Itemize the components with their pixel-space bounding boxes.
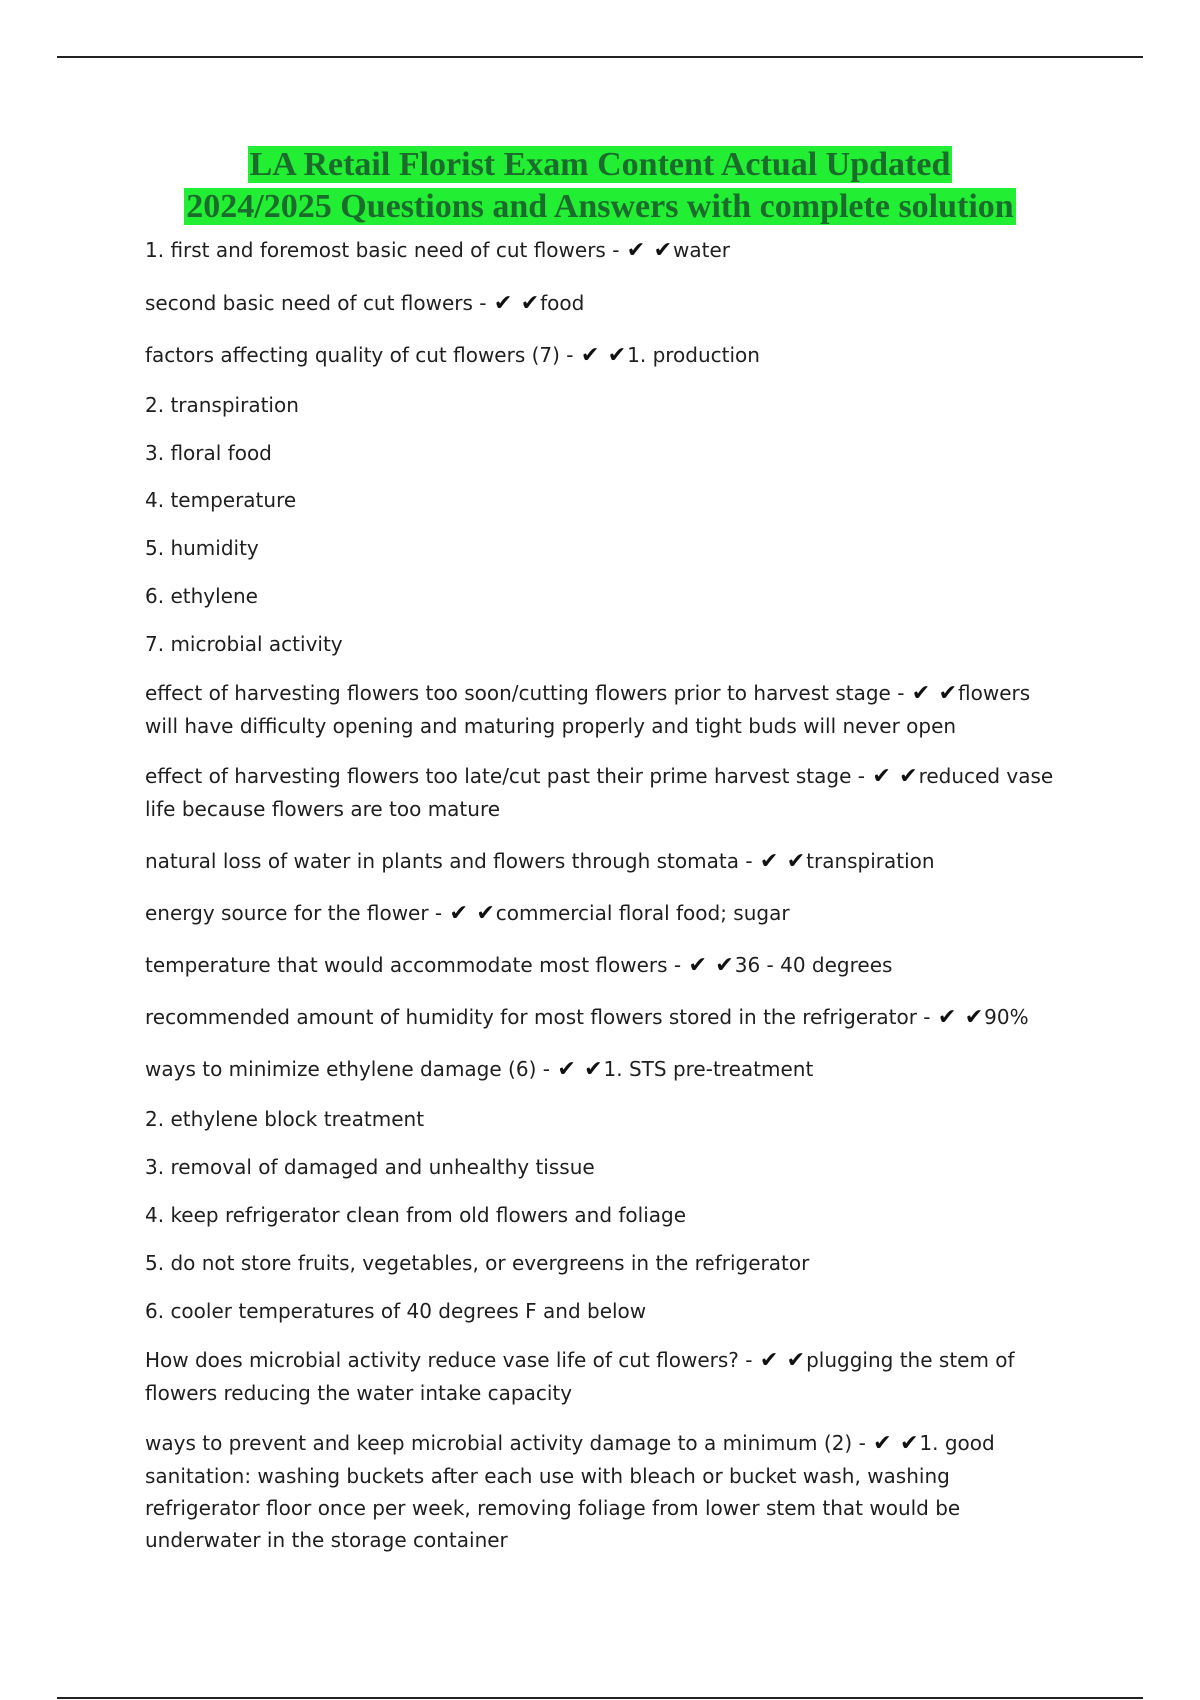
check-icon: ✔ [584, 1057, 603, 1082]
answer-text: 90% [984, 1005, 1029, 1029]
check-icon: ✔ [938, 681, 958, 706]
list-item: 7. microbial activity [145, 632, 343, 656]
check-icon: ✔ [607, 343, 627, 368]
separator: - [851, 764, 872, 788]
check-icon: ✔ [872, 764, 891, 789]
qa-item [145, 234, 1065, 267]
separator: - [890, 681, 911, 705]
check-icon: ✔ [715, 953, 734, 978]
check-icon: ✔ [688, 953, 707, 978]
list-item: 5. do not store fruits, vegetables, or evergreens in the refrigerator [145, 1251, 810, 1275]
list-item: 3. floral food [145, 441, 272, 465]
list-item: 3. removal of damaged and unhealthy tissue [145, 1155, 595, 1179]
list-item: 5. humidity [145, 536, 259, 560]
check-icon: ✔ [899, 1431, 919, 1456]
top-rule [57, 56, 1143, 58]
check-icon: ✔ [964, 1005, 984, 1030]
answer-text: reduced vase life because flowers are too mature [145, 764, 1054, 821]
separator: - [472, 291, 493, 315]
check-icon: ✔ [580, 343, 600, 368]
list-item: 6. cooler temperatures of 40 degrees F and below [145, 1299, 647, 1323]
answer-text: commercial floral food; sugar [495, 901, 790, 925]
answer-text: 1. production [627, 343, 760, 367]
qa-item [145, 1427, 1065, 1556]
question-text: recommended amount of humidity for most flowers stored in the refrigerator [145, 1005, 917, 1029]
question-text: effect of harvesting flowers too soon/cutting flowers prior to harvest stage [145, 681, 891, 705]
answer-text: transpiration [806, 849, 935, 873]
separator: - [667, 953, 688, 977]
document-title [120, 144, 1080, 228]
question-text: 1. first and foremost basic need of cut flowers [145, 238, 606, 262]
check-icon: ✔ [899, 764, 918, 789]
check-icon: ✔ [911, 681, 931, 706]
check-icon: ✔ [476, 901, 495, 926]
question-text: How does microbial activity reduce vase life of cut flowers? [145, 1348, 739, 1372]
answer-text: 36 - 40 degrees [734, 953, 893, 977]
qa-item [145, 1001, 1065, 1034]
check-icon: ✔ [786, 849, 806, 874]
qa-item [145, 949, 1065, 982]
separator: - [916, 1005, 937, 1029]
qa-item [145, 1344, 1065, 1409]
question-text: effect of harvesting flowers too late/cut past their prime harvest stage [145, 764, 852, 788]
check-icon: ✔ [873, 1431, 892, 1456]
answer-text: 1. good sanitation: washing buckets after each use with bleach or bucket wash, washing refrigerator floor once per week, removing foliage from lower stem that would be underwater in the storage container [145, 1431, 995, 1552]
separator: - [428, 901, 449, 925]
bottom-rule [57, 1697, 1143, 1699]
qa-item [145, 1053, 1065, 1086]
list-item: 4. keep refrigerator clean from old flowers and foliage [145, 1203, 687, 1227]
qa-item [145, 897, 1065, 930]
answer-text: plugging the stem of flowers reducing the water intake capacity [145, 1348, 1015, 1405]
separator: - [738, 849, 759, 873]
answer-text: food [540, 291, 585, 315]
check-icon: ✔ [759, 1348, 779, 1373]
question-text: second basic need of cut flowers [145, 291, 473, 315]
qa-item [145, 845, 1065, 878]
question-text: factors affecting quality of cut flowers (7) [145, 343, 560, 367]
qa-item [145, 339, 1065, 372]
qa-list [145, 234, 1065, 1556]
separator: - [536, 1057, 557, 1081]
title-line-1: LA Retail Florist Exam Content Actual Updated [249, 146, 951, 183]
question-text: temperature that would accommodate most flowers [145, 953, 668, 977]
qa-item [145, 760, 1065, 825]
check-icon: ✔ [449, 901, 468, 926]
question-text: ways to prevent and keep microbial activity damage to a minimum (2) [145, 1431, 853, 1455]
check-icon: ✔ [786, 1348, 806, 1373]
question-text: natural loss of water in plants and flowers through stomata [145, 849, 739, 873]
check-icon: ✔ [759, 849, 779, 874]
qa-item [145, 677, 1065, 742]
separator: - [738, 1348, 759, 1372]
qa-item [145, 287, 1065, 320]
check-icon: ✔ [520, 291, 540, 316]
separator: - [852, 1431, 873, 1455]
list-item: 2. transpiration [145, 393, 299, 417]
check-icon: ✔ [937, 1005, 957, 1030]
answer-text: water [673, 238, 730, 262]
answer-text: 1. STS pre-treatment [603, 1057, 814, 1081]
list-item: 2. ethylene block treatment [145, 1107, 425, 1131]
check-icon: ✔ [557, 1057, 576, 1082]
check-icon: ✔ [626, 238, 646, 263]
question-text: ways to minimize ethylene damage (6) [145, 1057, 537, 1081]
answer-text: flowers will have difficulty opening and maturing properly and tight buds will never open [145, 681, 1031, 738]
check-icon: ✔ [493, 291, 513, 316]
title-line-2: 2024/2025 Questions and Answers with complete solution [186, 188, 1014, 225]
list-item: 4. temperature [145, 488, 297, 512]
check-icon: ✔ [653, 238, 673, 263]
separator: - [559, 343, 580, 367]
separator: - [605, 238, 626, 262]
list-item: 6. ethylene [145, 584, 258, 608]
question-text: energy source for the flower [145, 901, 429, 925]
